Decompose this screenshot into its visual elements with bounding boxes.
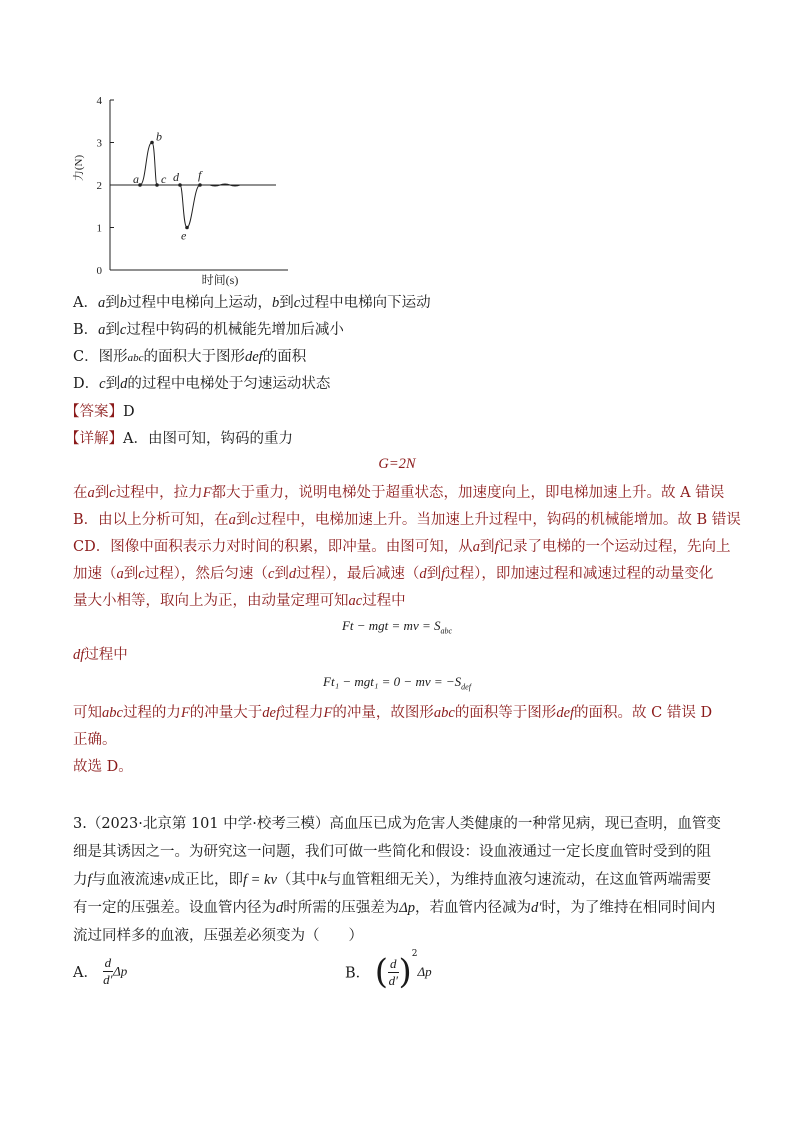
- y-axis-label: 力(N): [73, 154, 85, 182]
- option-c[interactable]: C．图形abc的面积大于图形def的面积: [73, 349, 307, 365]
- detail-intro: 【详解】A．由图可知，钩码的重力: [65, 431, 293, 447]
- detail-p7: 可知abc过程的力F的冲量大于def过程力F的冲量，故图形abc的面积等于图形def的面积。故 C 错误 D: [73, 705, 713, 721]
- option-d[interactable]: D．c到d的过程中电梯处于匀速运动状态: [73, 376, 331, 392]
- point-label-a: a: [133, 172, 139, 186]
- q3-option-a[interactable]: A． $\frac{d}{d'}$ Δp: [73, 955, 128, 987]
- answer-line: [65, 402, 135, 422]
- fraction-b: $\frac{d}{d'}$: [388, 955, 398, 988]
- point-c: [155, 183, 159, 187]
- detail-p5: 量大小相等，取向上为正，由动量定理可知ac过程中: [73, 593, 406, 609]
- option-a[interactable]: A．a到b过程中电梯向上运动，b到c过程中电梯向下运动: [73, 295, 431, 311]
- x-axis-label: 时间(s): [201, 273, 239, 287]
- equation-2: Ft₁ − mgt₁ = 0 − mv = $-S_{def}$: [323, 674, 471, 692]
- y-tick-label: 4: [96, 95, 102, 107]
- y-tick-label: 2: [96, 180, 102, 192]
- force-time-chart: [70, 90, 310, 290]
- equation-1: Ft − mgt = mv = $S_{abc}$: [341, 618, 453, 636]
- option-b[interactable]: B．a到c过程中钩码的机械能先增加后减小: [73, 322, 344, 338]
- detail-p2: B．由以上分析可知，在a到c过程中，电梯加速上升。当加速上升过程中，钩码的机械能增加。故 B 错误: [73, 512, 741, 528]
- y-tick-label: 0: [96, 265, 102, 277]
- answer-tag: 【答案】: [65, 404, 123, 420]
- point-label-b: b: [156, 129, 162, 144]
- detail-p9: 故选 D。: [73, 759, 133, 775]
- detail-p8: 正确。: [73, 732, 117, 748]
- q3-option-b[interactable]: B． ( $\frac{d}{d'}$ )$^2$Δp: [345, 949, 432, 992]
- detail-p3: CD．图像中面积表示力对时间的积累，即冲量。由图可知，从a到f记录了电梯的一个运动过程，先向上: [73, 539, 731, 555]
- detail-p6: df过程中: [73, 647, 128, 663]
- point-label-f: f: [198, 168, 202, 182]
- detail-p4: 加速（a到c过程），然后匀速（c到d过程），最后减速（d到f过程），即加速过程和减速过程的动量变化: [73, 566, 714, 582]
- point-f: [198, 183, 202, 187]
- point-label-e: e: [181, 228, 187, 243]
- y-tick-label: 1: [96, 222, 102, 235]
- point-label-c: c: [161, 172, 167, 186]
- point-b: [150, 141, 154, 145]
- detail-p1: 在a到c过程中，拉力F都大于重力，说明电梯处于超重状态，加速度向上，即电梯加速上升。故 A 错误: [73, 485, 725, 501]
- equation-g: G=2N: [378, 456, 416, 472]
- answer-value: D: [123, 404, 135, 420]
- fraction-a: $\frac{d}{d'}$: [103, 955, 113, 987]
- question-3-stem: 3.（2023·北京第 101 中学·校考三模）高血压已成为危害人类健康的一种常见病，现已查明，血管变细是其诱因之一。为研究这一问题，我们可做一些简化和假设：设血液通过一定长度血管时受到的阻力f与血液流速v成正比，即f = kv（其中k与血管粗细无关），为维持血液匀速流动，在这血管两端需要有一定的压强差。设血管内径为d时所需的压强差为Δp，若血管内径减为d′时，为了维持在相同时间内流过同样多的血液，压强差必须变为（ ）: [73, 816, 721, 944]
- point-label-d: d: [173, 170, 179, 184]
- y-tick-label: 3: [96, 137, 102, 150]
